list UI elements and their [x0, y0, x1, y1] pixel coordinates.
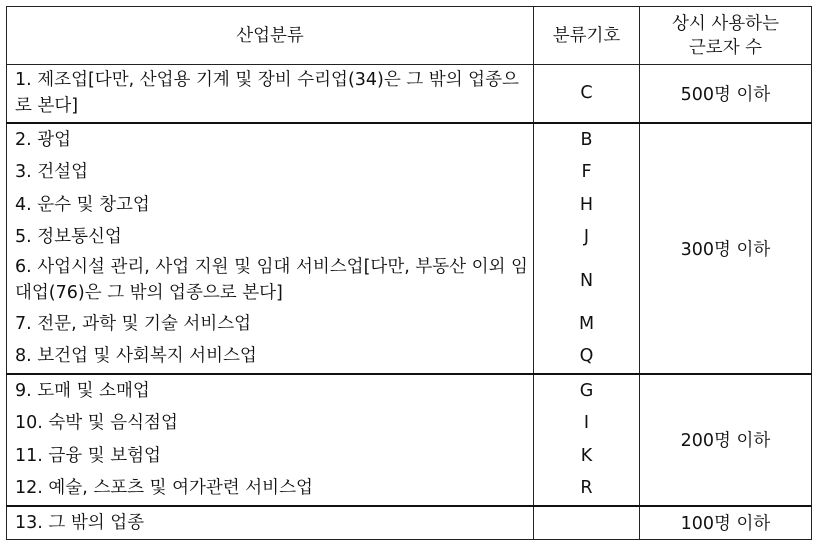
industry-label: 7. 전문, 과학 및 기술 서비스업: [15, 313, 252, 334]
code-value: J: [583, 227, 590, 247]
code-value: I: [583, 413, 590, 433]
worker-limit-cell: 100명 이하: [640, 506, 812, 540]
industry-label: 5. 정보통신업: [15, 227, 122, 247]
industry-label: 3. 건설업: [15, 162, 88, 182]
table-row: [7, 374, 812, 506]
code-cell: [534, 123, 640, 374]
industry-label: 10. 숙박 및 음식점업: [15, 413, 178, 433]
code-value: Q: [579, 346, 594, 366]
table-row: [7, 123, 812, 374]
header-row: [7, 7, 812, 65]
industry-cell: [7, 123, 534, 374]
code-value: N: [579, 270, 594, 291]
code-value: B: [580, 129, 593, 150]
header-workers: [640, 7, 812, 65]
code-cell: [534, 374, 640, 506]
industry-threshold-table: [6, 6, 812, 540]
industry-label: 4. 운수 및 창고업: [15, 194, 150, 215]
code-value: M: [578, 313, 595, 334]
code-value: K: [580, 445, 593, 466]
table-row: [7, 506, 812, 540]
header-code: 분류기호: [534, 7, 640, 65]
code-value: R: [580, 478, 593, 498]
industry-label: 13. 그 밖의 업종: [15, 512, 145, 533]
code-value: F: [581, 162, 592, 182]
worker-limit-cell: 500명 이하: [640, 65, 812, 123]
industry-cell: [7, 65, 534, 123]
header-workers-line2: 근로자 수: [688, 37, 763, 58]
industry-label: 11. 금융 및 보험업: [15, 445, 161, 466]
industry-label: 9. 도매 및 소매업: [15, 380, 150, 401]
table-row: [7, 65, 812, 123]
industry-label: 12. 예술, 스포츠 및 여가관련 서비스업: [15, 478, 313, 498]
code-cell: C: [534, 65, 640, 123]
header-workers-line1: 상시 사용하는: [672, 13, 779, 34]
industry-label: 6. 사업시설 관리, 사업 지원 및 임대 서비스업[다만, 부동산 이외 임대업(76)은 그 밖의 업종으로 본다]: [15, 256, 528, 303]
industry-label: 2. 광업: [15, 129, 72, 150]
industry-label: 8. 보건업 및 사회복지 서비스업: [15, 346, 257, 366]
industry-label: 1. 제조업[다만, 산업용 기계 및 장비 수리업(34)은 그 밖의 업종으로 본다]: [15, 70, 519, 117]
code-value: H: [579, 194, 594, 215]
worker-limit-cell: 200명 이하: [640, 374, 812, 506]
code-cell: [534, 506, 640, 540]
industry-cell: [7, 374, 534, 506]
code-value: G: [579, 380, 594, 401]
industry-cell: [7, 506, 534, 540]
worker-limit-cell: 300명 이하: [640, 123, 812, 374]
header-industry: 산업분류: [7, 7, 534, 65]
